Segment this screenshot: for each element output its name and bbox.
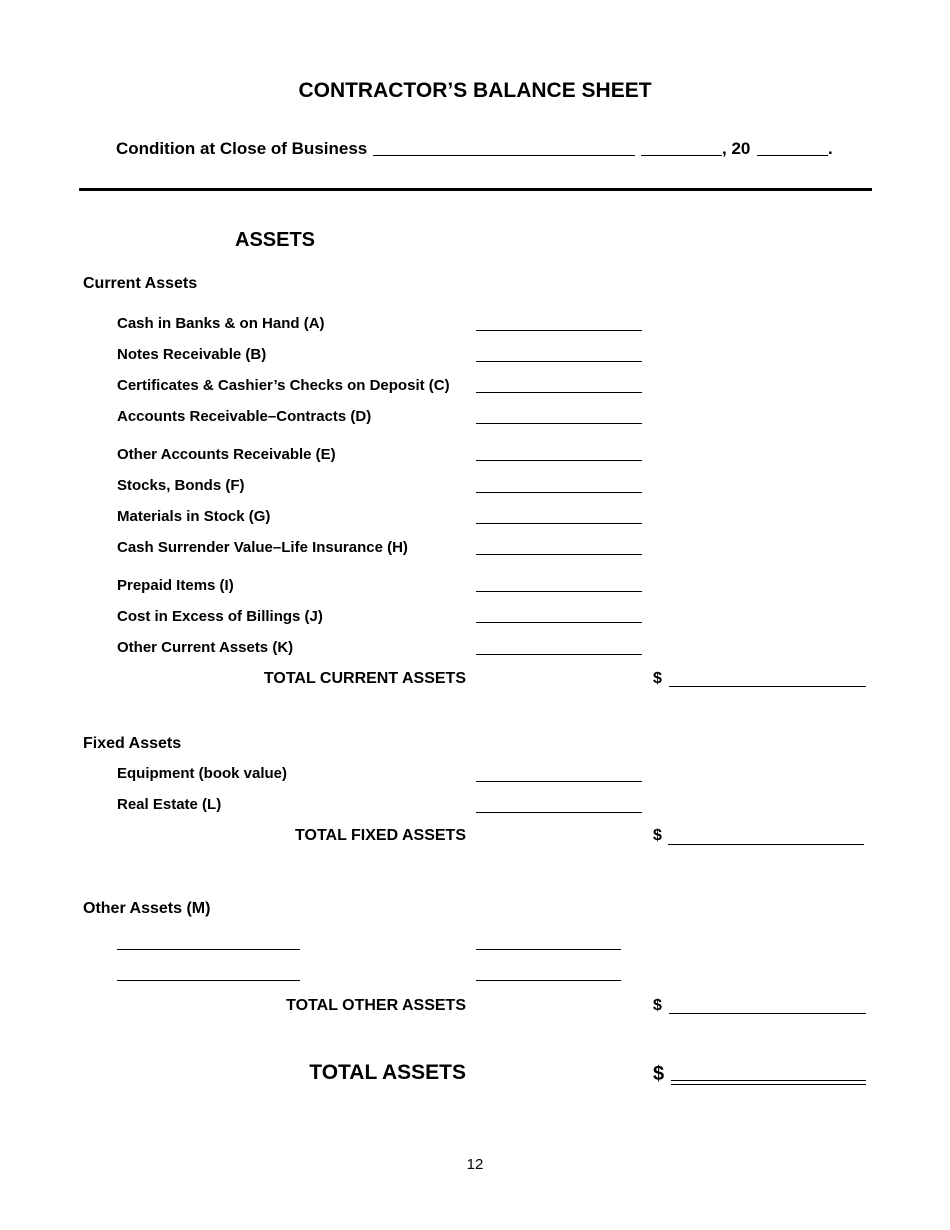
total-current-assets-field[interactable] [669,686,866,687]
total-other-assets-label: TOTAL OTHER ASSETS [286,997,466,1014]
header-divider [79,188,872,191]
line-item-label: Notes Receivable (B) [117,346,267,363]
page-number: 12 [466,1156,484,1173]
equipment-field[interactable] [476,781,642,782]
accounts-receivable-contracts-field[interactable] [476,423,642,424]
year-field[interactable] [757,155,828,156]
page-title: CONTRACTOR’S BALANCE SHEET [298,79,652,102]
date-field[interactable] [641,155,722,156]
other-accounts-receivable-field[interactable] [476,460,642,461]
current-assets-heading: Current Assets [83,275,198,292]
certificates-field[interactable] [476,392,642,393]
total-fixed-assets-field[interactable] [668,844,864,845]
fixed-assets-heading: Fixed Assets [83,735,182,752]
other-assets-heading: Other Assets (M) [83,900,211,917]
prepaid-items-field[interactable] [476,591,642,592]
business-name-field[interactable] [373,155,635,156]
cash-in-banks-field[interactable] [476,330,642,331]
assets-heading: ASSETS [235,229,316,251]
total-other-assets-field[interactable] [669,1013,866,1014]
period-mark: . [828,139,833,158]
cost-in-excess-field[interactable] [476,622,642,623]
line-item-label: Cash Surrender Value–Life Insurance (H) [117,539,408,556]
stocks-bonds-field[interactable] [476,492,642,493]
line-item-label: Cost in Excess of Billings (J) [117,608,323,625]
real-estate-field[interactable] [476,812,642,813]
currency-symbol: $ [653,1063,665,1085]
condition-label: Condition at Close of Business [116,139,368,158]
other-asset-description-field[interactable] [117,949,300,950]
line-item-label: Equipment (book value) [117,765,288,782]
currency-symbol: $ [653,997,662,1014]
currency-symbol: $ [653,670,662,687]
line-item-label: Stocks, Bonds (F) [117,477,245,494]
line-item-label: Cash in Banks & on Hand (A) [117,315,325,332]
line-item-label: Prepaid Items (I) [117,577,234,594]
line-item-label: Other Current Assets (K) [117,639,294,656]
other-asset-amount-field[interactable] [476,980,621,981]
line-item-label: Accounts Receivable–Contracts (D) [117,408,372,425]
cash-surrender-value-field[interactable] [476,554,642,555]
total-assets-label: TOTAL ASSETS [309,1061,466,1084]
total-assets-field[interactable] [671,1080,866,1085]
total-fixed-assets-label: TOTAL FIXED ASSETS [295,827,466,844]
line-item-label: Real Estate (L) [117,796,222,813]
year-prefix: , 20 [722,139,751,158]
line-item-label: Certificates & Cashier’s Checks on Deposit (C) [117,377,450,394]
materials-in-stock-field[interactable] [476,523,642,524]
line-item-label: Materials in Stock (G) [117,508,271,525]
currency-symbol: $ [653,827,662,844]
other-asset-description-field[interactable] [117,980,300,981]
other-current-assets-field[interactable] [476,654,642,655]
other-asset-amount-field[interactable] [476,949,621,950]
notes-receivable-field[interactable] [476,361,642,362]
total-current-assets-label: TOTAL CURRENT ASSETS [263,670,466,687]
line-item-label: Other Accounts Receivable (E) [117,446,336,463]
